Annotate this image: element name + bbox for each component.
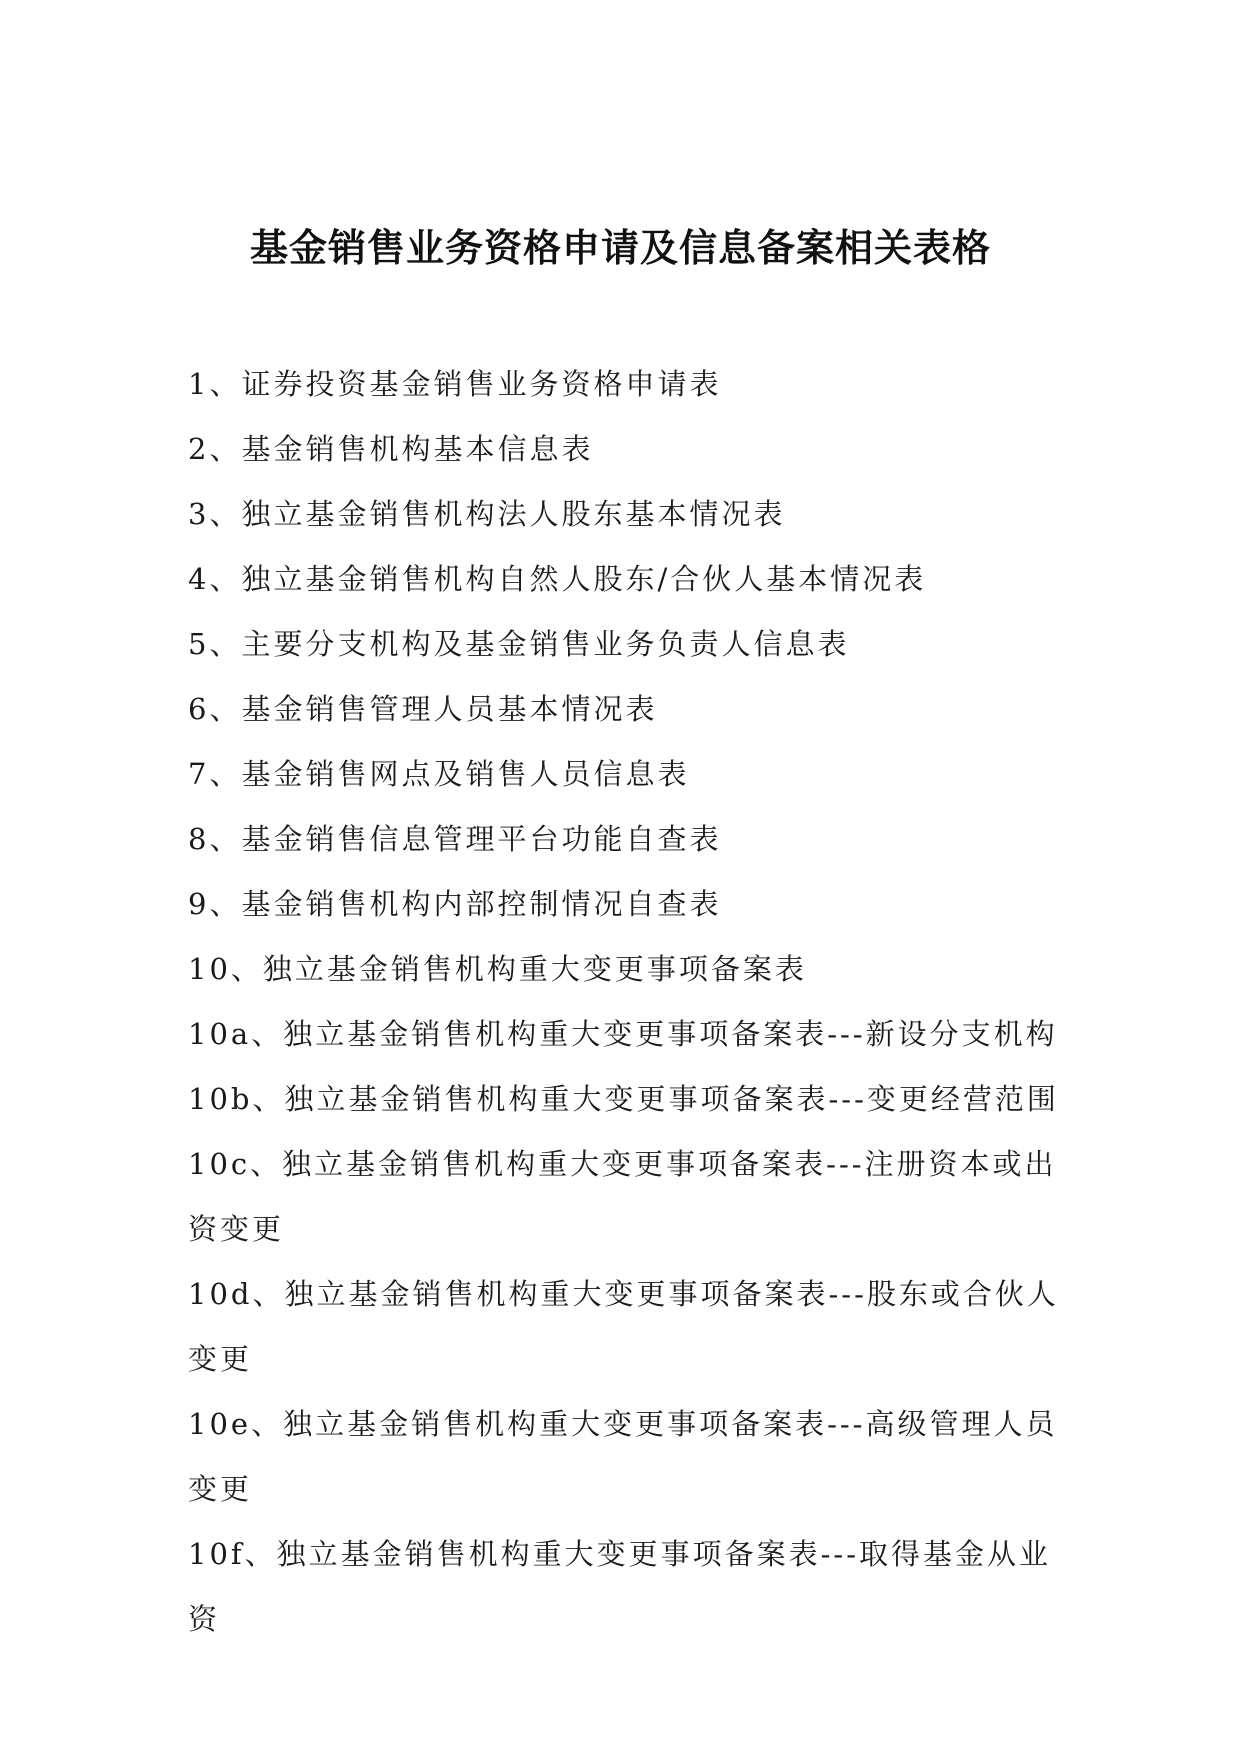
list-item: 3、独立基金销售机构法人股东基本情况表 bbox=[188, 497, 786, 531]
list-item: 10、独立基金销售机构重大变更事项备案表 bbox=[188, 952, 807, 986]
document-title: 基金销售业务资格申请及信息备案相关表格 bbox=[249, 225, 991, 270]
list-item: 10e、独立基金销售机构重大变更事项备案表---高级管理人员变更 bbox=[188, 1407, 1058, 1506]
list-item: 2、基金销售机构基本信息表 bbox=[188, 432, 594, 466]
list-item: 7、基金销售网点及销售人员信息表 bbox=[188, 757, 690, 791]
list-item: 6、基金销售管理人员基本情况表 bbox=[188, 692, 658, 726]
list-item: 8、基金销售信息管理平台功能自查表 bbox=[188, 822, 722, 856]
list-item: 10c、独立基金销售机构重大变更事项备案表---注册资本或出资变更 bbox=[188, 1147, 1057, 1246]
list-item: 1、证券投资基金销售业务资格申请表 bbox=[188, 367, 722, 401]
list-item: 9、基金销售机构内部控制情况自查表 bbox=[188, 887, 722, 921]
list-item: 10f、独立基金销售机构重大变更事项备案表---取得基金从业资 bbox=[188, 1537, 1052, 1636]
list-item: 10a、独立基金销售机构重大变更事项备案表---新设分支机构 bbox=[188, 1017, 1058, 1051]
list-item: 4、独立基金销售机构自然人股东/合伙人基本情况表 bbox=[188, 562, 927, 596]
list-item: 10b、独立基金销售机构重大变更事项备案表---变更经营范围 bbox=[188, 1082, 1059, 1116]
list-item: 5、主要分支机构及基金销售业务负责人信息表 bbox=[188, 627, 850, 661]
list-item: 10d、独立基金销售机构重大变更事项备案表---股东或合伙人变更 bbox=[188, 1277, 1059, 1376]
form-list bbox=[188, 352, 1068, 1652]
